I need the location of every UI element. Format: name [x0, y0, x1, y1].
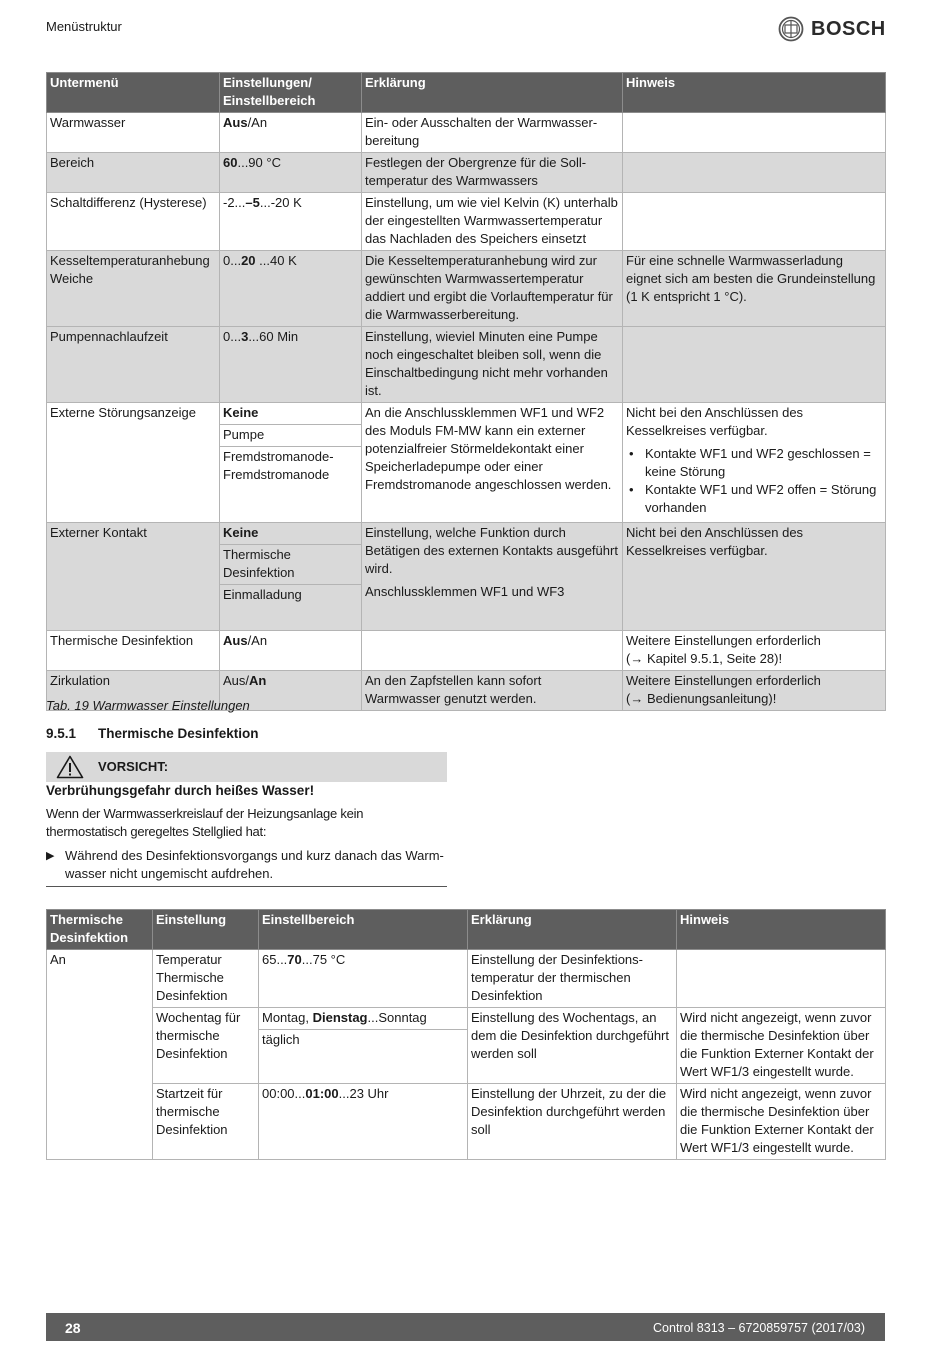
brand-name: BOSCH	[811, 18, 886, 40]
bosch-armature-icon	[778, 16, 804, 42]
row-options	[220, 523, 362, 631]
row-name: Kesseltemperaturanhebung Weiche	[47, 251, 220, 327]
warning-title: Verbrühungsgefahr durch heißes Wasser!	[46, 783, 315, 798]
row-setting: 0...3...60 Min	[220, 327, 362, 403]
warning-label: VORSICHT:	[98, 759, 169, 774]
row-note	[623, 153, 886, 193]
option-taeglich: täglich	[262, 1032, 300, 1047]
row-explanation: Einstellung, um wie viel Kelvin (K) unterhalb der eingestellten Warmwassertemperatur das Nachladen des Speichers einsetzt	[362, 193, 623, 251]
row-setting: Aus/An	[220, 671, 362, 711]
row-explanation: Einstellung, wieviel Minuten eine Pumpe noch eingeschaltet bleiben soll, wenn die Einschaltbedingung nicht mehr vorhanden ist.	[362, 327, 623, 403]
col-header-einstellung: Einstellung	[153, 910, 259, 950]
row-explanation	[362, 631, 623, 671]
option-einmalladung: Einmalladung	[223, 587, 302, 602]
page-footer	[46, 1313, 885, 1341]
warning-step: ▶ Während des Desinfektionsvorgangs und kurz danach das Warmwasser nicht ungemischt aufdrehen.	[46, 848, 444, 881]
row-explanation: An den Zapfstellen kann sofort Warmwasser genutzt werden.	[362, 671, 623, 711]
col-header-erklaerung: Erklärung	[468, 910, 677, 950]
row-explanation: Ein- oder Ausschalten der Warmwasserbereitung	[362, 113, 623, 153]
option-thermische-desinfektion: Thermische Desinfektion	[220, 545, 361, 585]
option-keine: Keine	[220, 523, 361, 545]
row-name: Pumpennachlaufzeit	[47, 327, 220, 403]
warning-body: Wenn der Warmwasserkreislauf der Heizungsanlage kein thermostatisch geregeltes Stellglied hat:	[46, 806, 364, 839]
col-header-einstellungen: Einstellungen/ Einstellbereich	[220, 73, 362, 113]
warning-header	[46, 752, 447, 782]
page-number: 28	[65, 1320, 81, 1336]
thermische-desinfektion-table	[46, 909, 886, 1160]
table-row	[47, 403, 886, 523]
row-setting: Aus/An	[220, 631, 362, 671]
chapter-link[interactable]: (→ Kapitel 9.5.1, Seite 28)!	[626, 651, 783, 666]
row-setting: 60...90 °C	[220, 153, 362, 193]
table-row	[47, 631, 886, 671]
option-pumpe: Pumpe	[220, 425, 361, 447]
option-fremdstromanode: Fremdstromanode-Fremdstromanode	[223, 449, 334, 482]
row-name: Startzeit für thermische Desinfektion	[153, 1084, 259, 1160]
row-name: Externer Kontakt	[47, 523, 220, 631]
row-name: Thermische Desinfektion	[47, 631, 220, 671]
table-row	[47, 1084, 886, 1160]
row-explanation: Einstellung der Uhrzeit, zu der die Desinfektion durchgeführt werden soll	[468, 1084, 677, 1160]
row-explanation: Einstellung des Wochentags, an dem die Desinfektion durchgeführt werden soll	[468, 1008, 677, 1084]
row-name: Externe Störungsanzeige	[47, 403, 220, 523]
col-header-untermenue: Untermenü	[47, 73, 220, 113]
table-header-row	[47, 910, 886, 950]
row-name: Wochentag für thermische Desinfektion	[153, 1008, 259, 1084]
table-row	[47, 523, 886, 631]
col-header-einstellbereich: Einstellbereich	[259, 910, 468, 950]
row-explanation: An die Anschlussklemmen WF1 und WF2 des Moduls FM-MW kann ein externer potenzialfreier Störmeldekontakt einer Speicherladepumpe oder einer Fremdstromanode angeschlossen werden.	[362, 403, 623, 523]
row-note: Für eine schnelle Warmwasserladung eignet sich am besten die Grundeinstellung (1 K entspricht 1 °C).	[623, 251, 886, 327]
row-range: 65...70...75 °C	[259, 950, 468, 1008]
section-number: 9.5.1	[46, 726, 77, 741]
row-note: Wird nicht angezeigt, wenn zuvor die thermische Desinfektion über die Funktion Externer Kontakt der Wert WF1/3 eingestellt wurde.	[677, 1084, 886, 1160]
header-section-title: Menüstruktur	[46, 19, 122, 34]
warning-triangle-icon	[56, 755, 84, 779]
row-range: 00:00...01:00...23 Uhr	[259, 1084, 468, 1160]
table-row	[47, 327, 886, 403]
table-caption: Tab. 19 Warmwasser Einstellungen	[46, 698, 250, 713]
table-row	[47, 1008, 886, 1084]
warmwasser-settings-table	[46, 72, 886, 711]
section-heading	[46, 725, 259, 743]
row-name: Zirkulation	[47, 671, 220, 711]
table-row	[47, 193, 886, 251]
row-name: Temperatur Thermische Desinfektion	[153, 950, 259, 1008]
row-note: Nicht bei den Anschlüssen des Kesselkreises verfügbar. • Kontakte WF1 und WF2 geschlossen = keine Störung • Kontakte WF1 und WF2 offen = Störung vorhanden	[623, 403, 886, 523]
row-options	[220, 403, 362, 523]
row-note	[623, 113, 886, 153]
row-note: Weitere Einstellungen erforderlich (→ Kapitel 9.5.1, Seite 28)!	[623, 631, 886, 671]
row-name: Schaltdifferenz (Hysterese)	[47, 193, 220, 251]
row-name: Warmwasser	[47, 113, 220, 153]
row-explanation: Festlegen der Obergrenze für die Solltemperatur des Warmwassers	[362, 153, 623, 193]
row-note: Weitere Einstellungen erforderlich (→ Bedienungsanleitung)!	[623, 671, 886, 711]
row-note: Wird nicht angezeigt, wenn zuvor die thermische Desinfektion über die Funktion Externer Kontakt der Wert WF1/3 eingestellt wurde.	[677, 1008, 886, 1084]
document-id: Control 8313 – 6720859757 (2017/03)	[653, 1321, 865, 1335]
row-name: Bereich	[47, 153, 220, 193]
group-cell: An	[47, 950, 153, 1160]
col-header-erklaerung: Erklärung	[362, 73, 623, 113]
list-item: • Kontakte WF1 und WF2 offen = Störung vorhanden	[626, 481, 882, 517]
list-item: • Kontakte WF1 und WF2 geschlossen = keine Störung	[626, 445, 882, 481]
section-title: Thermische Desinfektion	[98, 726, 259, 741]
option-keine: Keine	[220, 403, 361, 425]
col-header-thermische-desinfektion: Thermische Desinfektion	[47, 910, 153, 950]
bosch-logo	[778, 16, 886, 42]
option-weekday: Montag, Dienstag...Sonntag	[259, 1008, 467, 1030]
row-note	[623, 327, 886, 403]
table-row	[47, 950, 886, 1008]
row-note	[623, 193, 886, 251]
table-row	[47, 113, 886, 153]
row-note	[677, 950, 886, 1008]
col-header-hinweis: Hinweis	[623, 73, 886, 113]
row-setting: Aus/An	[220, 113, 362, 153]
row-explanation: Die Kesseltemperaturanhebung wird zur gewünschten Warmwassertemperatur addiert und ergibt die Vorlauftemperatur für die Warmwasserbereitung.	[362, 251, 623, 327]
table-header-row	[47, 73, 886, 113]
row-explanation: Einstellung der Desinfektionstemperatur der thermischen Desinfektion	[468, 950, 677, 1008]
row-setting: 0...20 ...40 K	[220, 251, 362, 327]
table-row	[47, 251, 886, 327]
col-header-hinweis: Hinweis	[677, 910, 886, 950]
row-setting: -2...–5...-20 K	[220, 193, 362, 251]
row-note: Nicht bei den Anschlüssen des Kesselkreises verfügbar.	[623, 523, 886, 631]
divider	[46, 886, 447, 887]
table-row	[47, 153, 886, 193]
row-explanation: Einstellung, welche Funktion durch Betätigen des externen Kontakts ausgeführt wird. Anschlussklemmen WF1 und WF3	[362, 523, 623, 631]
row-range	[259, 1008, 468, 1084]
triangle-right-icon: ▶	[46, 850, 55, 862]
